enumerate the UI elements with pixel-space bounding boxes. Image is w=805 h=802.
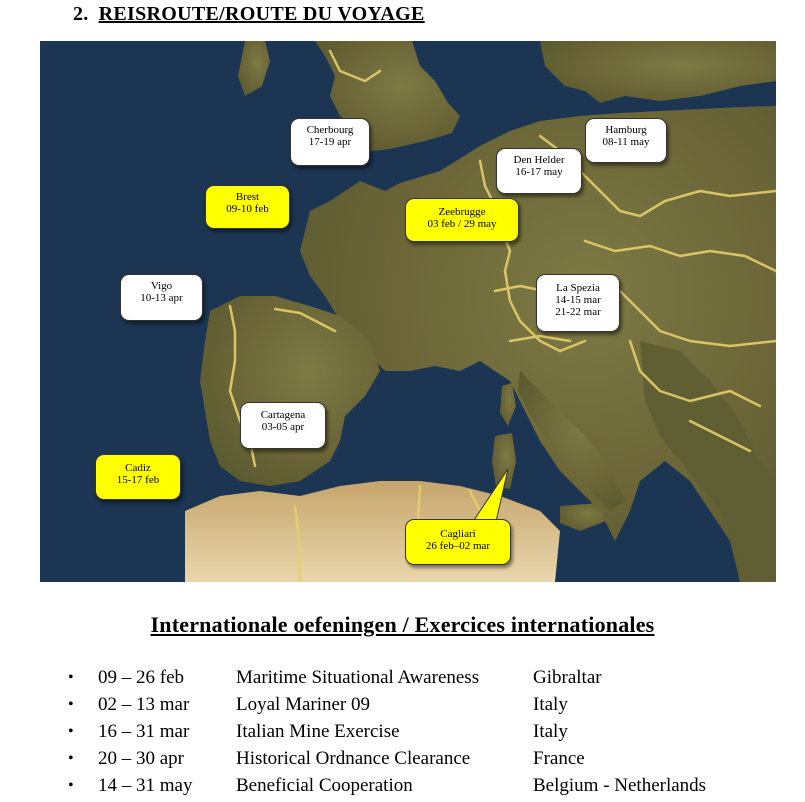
callout-brest	[205, 185, 290, 229]
section-heading	[73, 3, 425, 26]
exercise-name: Beneficial Cooperation	[236, 775, 413, 796]
callout-den-helder-name: Den Helder	[513, 154, 565, 166]
exercise-dates: 20 – 30 apr	[98, 748, 185, 769]
callout-vigo	[120, 274, 203, 321]
exercise-name: Maritime Situational Awareness	[236, 667, 480, 688]
exercise-name: Italian Mine Exercise	[236, 721, 400, 742]
callout-cagliari	[405, 519, 511, 565]
bullet-icon: •	[68, 669, 74, 686]
bullet-icon: •	[68, 696, 74, 713]
bullet-icon: •	[68, 777, 74, 794]
callout-cagliari-dates: 26 feb–02 mar	[425, 540, 491, 552]
exercise-location: Belgium - Netherlands	[533, 775, 707, 796]
callout-cherbourg	[290, 118, 370, 166]
callout-cadiz	[95, 454, 181, 500]
list-item	[68, 694, 788, 721]
exercise-dates: 16 – 31 mar	[98, 721, 190, 742]
callout-vigo-name: Vigo	[150, 280, 173, 292]
callout-cartagena-dates: 03-05 apr	[261, 421, 305, 433]
section-title-route: REISROUTE/ROUTE DU VOYAGE	[98, 3, 425, 25]
callout-cagliari-name: Cagliari	[440, 528, 476, 540]
callout-brest-dates: 09-10 feb	[226, 203, 269, 215]
exercise-location: Italy	[533, 721, 568, 742]
list-item	[68, 748, 788, 775]
callout-la-spezia	[536, 274, 620, 332]
callout-cartagena	[240, 402, 326, 449]
callout-den-helder-dates: 16-17 may	[515, 166, 563, 178]
callout-vigo-dates: 10-13 apr	[140, 292, 183, 304]
exercise-location: Italy	[533, 694, 568, 715]
callout-cherbourg-dates: 17-19 apr	[308, 136, 352, 148]
callout-den-helder	[496, 148, 582, 194]
list-item	[68, 775, 788, 802]
list-item	[68, 721, 788, 748]
callout-cartagena-name: Cartagena	[260, 409, 306, 421]
exercise-dates: 02 – 13 mar	[98, 694, 190, 715]
exercise-name: Loyal Mariner 09	[236, 694, 371, 715]
callout-cadiz-name: Cadiz	[125, 462, 151, 474]
bullet-icon: •	[68, 723, 74, 740]
callout-hamburg-name: Hamburg	[605, 124, 647, 136]
callout-la-spezia-dates-2: 21-22 mar	[555, 306, 601, 318]
exercise-location: Gibraltar	[533, 667, 602, 688]
exercise-dates: 14 – 31 may	[98, 775, 193, 796]
callout-brest-name: Brest	[235, 191, 260, 203]
route-map	[40, 41, 776, 582]
callout-zeebrugge-dates: 03 feb / 29 may	[427, 218, 497, 230]
exercises-title: Internationale oefeningen / Exercices internationales	[150, 612, 655, 637]
section-number: 2.	[73, 3, 89, 25]
exercise-name: Historical Ordnance Clearance	[236, 748, 471, 769]
callout-zeebrugge	[405, 198, 519, 242]
exercises-list	[68, 667, 788, 802]
callout-zeebrugge-name: Zeebrugge	[438, 206, 486, 218]
callout-hamburg	[585, 118, 667, 163]
list-item	[68, 667, 788, 694]
exercise-dates: 09 – 26 feb	[98, 667, 185, 688]
callout-hamburg-dates: 08-11 may	[602, 136, 650, 148]
callout-la-spezia-dates: 14-15 mar	[555, 294, 601, 306]
callout-la-spezia-name: La Spezia	[556, 282, 600, 294]
callout-cadiz-dates: 15-17 feb	[116, 474, 160, 486]
callout-cherbourg-name: Cherbourg	[306, 124, 354, 136]
exercise-location: France	[533, 748, 585, 769]
bullet-icon: •	[68, 750, 74, 767]
